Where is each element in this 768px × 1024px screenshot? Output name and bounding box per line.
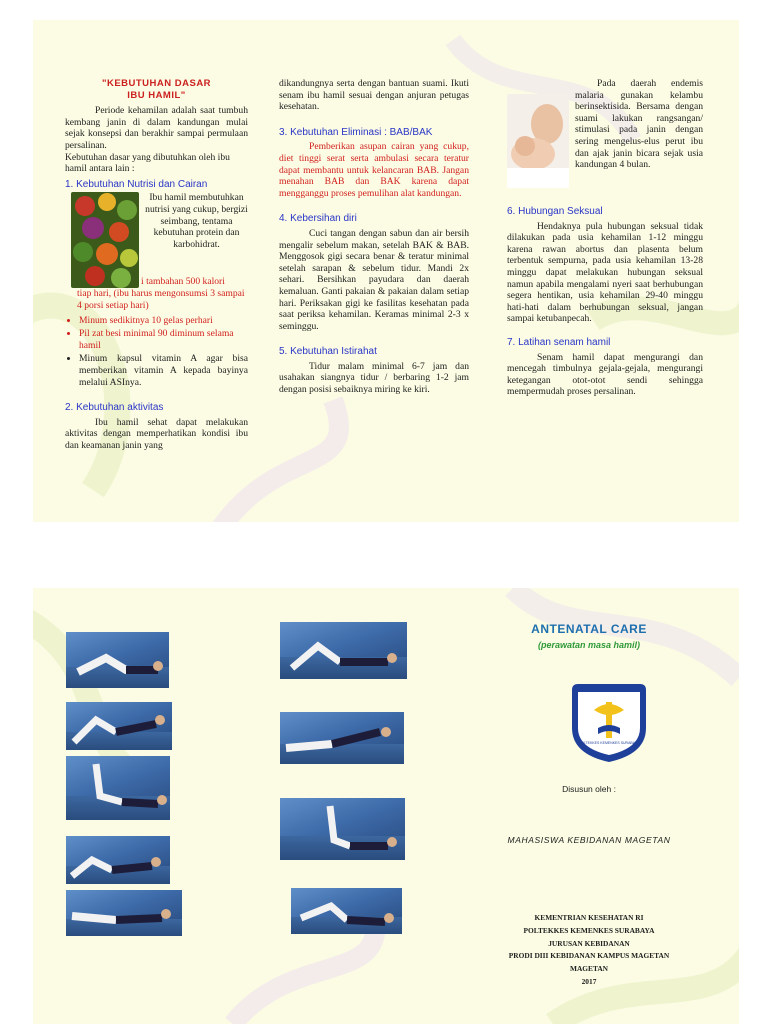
exercise-photo	[291, 888, 402, 934]
section-5-heading: 5. Kebutuhan Istirahat	[279, 346, 377, 358]
exercise-photo	[280, 712, 404, 764]
section-7-text: Senam hamil dapat mengurangi dan mencegah timbulnya gejala-gejala, mengurangi ketegangan otot-otot sendi sehingga mempermudah proses persalinan.	[507, 351, 703, 398]
section-2-continued: dikandungnya serta dengan bantuan suami. Ikuti senam ibu hamil sesuai dengan anjuran petugas kesehatan.	[279, 78, 469, 113]
list-item: • Minum sedikitnya 10 gelas perhari	[79, 315, 248, 327]
column-one	[65, 78, 248, 451]
poltekkes-logo	[568, 680, 650, 764]
section-2-text: Ibu hamil sehat dapat melakukan aktivitas dengan memperhatikan kondisi ibu dan keamanan janin yang	[65, 416, 248, 451]
breastfeeding-photo	[507, 94, 569, 188]
column-two	[279, 78, 469, 396]
exercise-photo	[66, 702, 172, 750]
exercise-photo	[280, 622, 407, 679]
intro-paragraph-2: Kebutuhan dasar yang dibutuhkan oleh ibu hamil antara lain :	[65, 151, 230, 175]
institution-block	[495, 912, 683, 989]
nutrition-block	[65, 192, 248, 288]
cover-title: ANTENATAL CARE	[531, 622, 647, 636]
section-5-text: Tidur malam minimal 6-7 jam dan usahakan siangnya tidur / berbaring 1-2 jam dengan posisi sebaiknya miring ke kiri.	[279, 360, 469, 396]
exercise-photo	[66, 632, 169, 688]
section-4-heading: 4. Kebersihan diri	[279, 213, 357, 225]
institution-line: 2017	[581, 976, 597, 986]
brochure-cover-page	[33, 588, 739, 1024]
section-7-heading: 7. Latihan senam hamil	[507, 336, 611, 348]
section-6-heading: 6. Hubungan Seksual	[507, 206, 603, 217]
exercise-photo	[66, 756, 170, 820]
institution-line: PRODI DIII KEBIDANAN KAMPUS MAGETAN	[508, 951, 670, 961]
main-title: "KEBUTUHAN DASAR IBU HAMIL"	[101, 78, 212, 101]
institution-line: MAGETAN	[569, 964, 609, 974]
exercise-photo	[66, 836, 170, 884]
brochure-inside-page	[33, 20, 739, 522]
section-1-red-text-2: tiap hari, (ibu harus mengonsumsi 3 sampai 4 porsi setiap hari)	[77, 288, 245, 311]
section-1-text: Ibu hamil membutuhkan nutrisi yang cukup, bergizi seimbang, tentama kebutuhan protein dan karbohidrat.	[145, 192, 248, 250]
section-3-heading: 3. Kebutuhan Eliminasi : BAB/BAK	[279, 126, 433, 138]
disusun-label: Disusun oleh :	[562, 784, 616, 794]
malaria-block	[507, 78, 703, 186]
nutrition-list	[65, 315, 248, 389]
section-6-text: Hendaknya pula hubungan seksual tidak dilakukan pada usia kehamilan 1-12 minggu karena rawan abortus dan plasenta belum terbentuk sempurna, pada usia kehamilan 13-28 minggu dapat melakukan hubungan seksual namun apabila mengalami nyeri saat berhubungan segera hentikan, usia kehamilan 29-40 minggu hati-hati dalam berhubungan seksual, jangan sampai ketubanpecah.	[507, 220, 703, 325]
institution-line: JURUSAN KEBIDANAN	[548, 938, 630, 948]
section-3-text: Pemberikan asupan cairan yang cukup, diet tinggi serat serta ambulasi secara teratur dapat membantu untuk kelancaran BAB. Jangan menahan BAB dan BAK karena dapat mengganggu proses pemulihan alat kandungan.	[279, 141, 469, 199]
section-4-text: Cuci tangan dengan sabun dan air bersih mengalir sebelum makan, setelah BAK & BAB. Menggosok gigi secara benar & teratur minimal setelah sarapan & sebelum tidur. Mandi 2x sehari. Bersihkan payudara dan daerah kemaluan. Ganti pakaian & pakaian dalam setiap hari. Periksakan gigi ke fasilitas kesehatan pada saat periksa kehamilan. Keramas minimal 2-3 x seminggu.	[279, 227, 469, 332]
vegetables-photo	[71, 192, 139, 288]
institution-line: POLTEKKES KEMENKES SURABAYA	[523, 925, 655, 935]
intro-paragraph: Periode kehamilan adalah saat tumbuh kembang janin di dalam kandungan mulai sejak konsepsi dan berakhir sampai permulaan persalinan.	[65, 105, 248, 151]
list-item: • Minum kapsul vitamin A agar bisa memberikan vitamin A kepada bayinya melalui ASInya.	[79, 353, 248, 388]
poltekkes-logo-text: POLTEKKES KEMENKES SURABAYA	[578, 741, 640, 745]
cover-subtitle: (perawatan masa hamil)	[537, 640, 641, 650]
section-2-heading: 2. Kebutuhan aktivitas	[65, 402, 164, 414]
exercise-photo	[280, 798, 405, 860]
column-three	[507, 78, 703, 398]
exercise-photo	[66, 890, 182, 936]
author-name: MAHASISWA KEBIDANAN MAGETAN	[507, 835, 671, 845]
list-item: • Pil zat besi minimal 90 diminum selama hamil	[79, 328, 248, 351]
section-1-heading: 1. Kebutuhan Nutrisi dan Cairan	[65, 178, 208, 190]
section-1-red-text: i tambahan 500 kalori	[141, 276, 225, 288]
malaria-text: Pada daerah endemis malaria gunakan kelambu berinsektisida. Bersama dengan suami lakukan rangsangan/ stimulasi pada janin dengan sering mengelus-elus perut ibu dan ajak janin bicara sejak usia kandungan 4 bulan.	[575, 78, 703, 171]
cover-block	[495, 622, 683, 650]
institution-line: KEMENTRIAN KESEHATAN RI	[534, 913, 644, 922]
